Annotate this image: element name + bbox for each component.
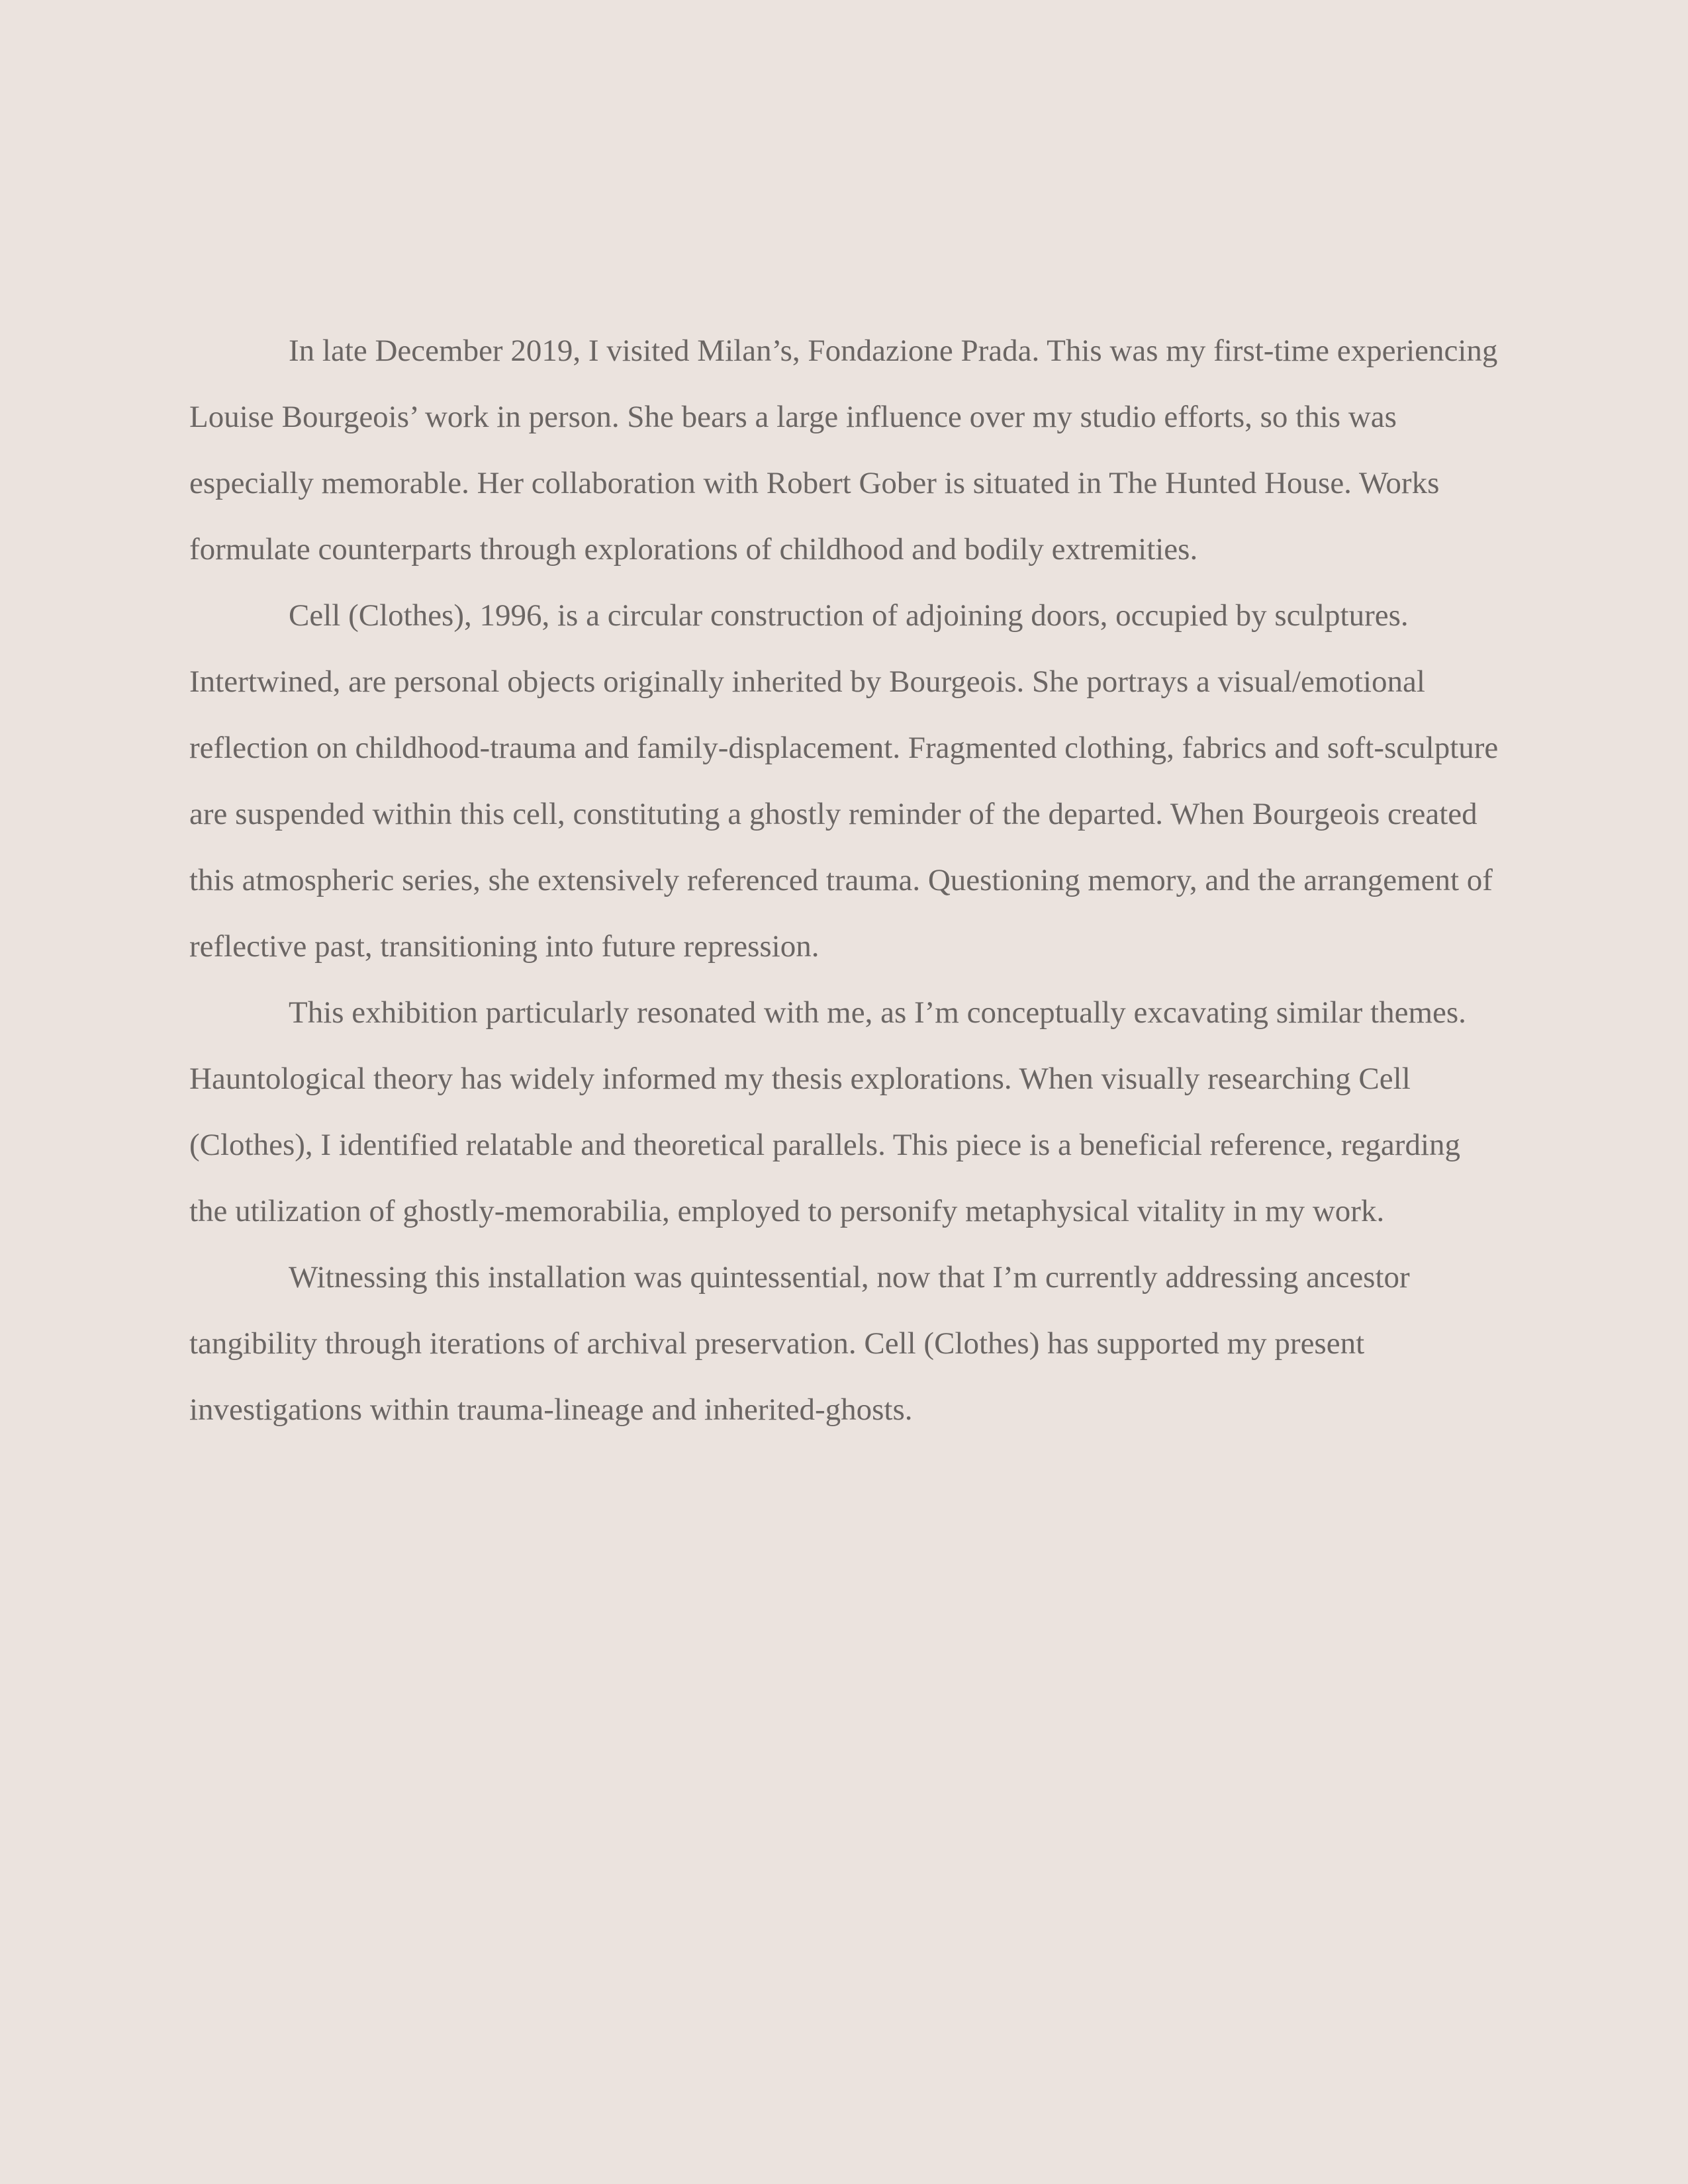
paragraph-4: Witnessing this installation was quintessential, now that I’m currently addressing ancestor tangibility through iterations of archival preservation. Cell (Clothes) has supported my present investigations within trauma-lineage and inherited-ghosts. xyxy=(189,1260,1410,1427)
paragraph-1: In late December 2019, I visited Milan’s, Fondazione Prada. This was my first-time experiencing Louise Bourgeois’ work in person. She bears a large influence over my studio efforts, so this was especially memorable. Her collaboration with Robert Gober is situated in The Hunted House. Works formulate counterparts through explorations of childhood and bodily extremities. xyxy=(189,334,1498,567)
paragraph-2: Cell (Clothes), 1996, is a circular construction of adjoining doors, occupied by sculptures. Intertwined, are personal objects originally inherited by Bourgeois. She portrays a visual/emotional reflection on childhood-trauma and family-displacement. Fragmented clothing, fabrics and soft-sculpture are suspended within this cell, constituting a ghostly reminder of the departed. When Bourgeois created this atmospheric series, she extensively referenced trauma. Questioning memory, and the arrangement of reflective past, transitioning into future repression. xyxy=(189,598,1499,964)
paragraph-3: This exhibition particularly resonated with me, as I’m conceptually excavating similar themes. Hauntological theory has widely informed my thesis explorations. When visually researching Cell (Clothes), I identified relatable and theoretical parallels. This piece is a beneficial reference, regarding the utilization of ghostly-memorabilia, employed to personify metaphysical vitality in my work. xyxy=(189,995,1466,1228)
document-body xyxy=(189,318,1500,1443)
